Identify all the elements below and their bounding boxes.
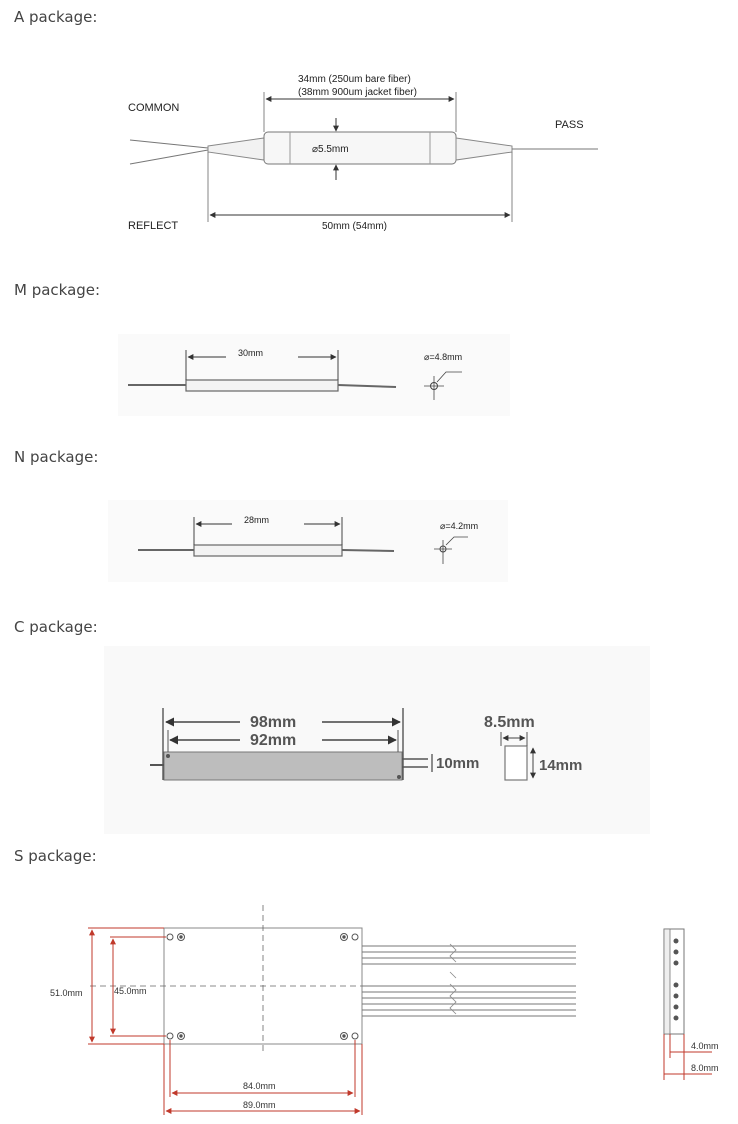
s-dim-side-a: 4.0mm [691, 1041, 719, 1051]
a-right-boot [456, 138, 512, 160]
s-dim-inner-width: 84.0mm [243, 1081, 276, 1091]
c-dim-inner: 92mm [250, 732, 297, 749]
s-dim-inner-height: 45.0mm [114, 986, 147, 996]
a-package-label: A package: [14, 8, 98, 26]
s-dim-outer-width: 89.0mm [243, 1100, 276, 1110]
m-package-label: M package: [14, 281, 101, 299]
c-package-label: C package: [14, 618, 98, 636]
a-dim-total: 50mm (54mm) [322, 221, 388, 232]
a-left-boot [208, 138, 264, 160]
m-dim-length: 30mm [238, 348, 264, 358]
s-package-label: S package: [14, 847, 97, 865]
m-tube-body [186, 380, 338, 391]
s-package-drawing [50, 905, 719, 1115]
c-dim-width: 8.5mm [484, 714, 535, 731]
n-tube-body [194, 545, 342, 556]
a-package-drawing [128, 74, 598, 232]
n-dim-diameter: ⌀=4.2mm [440, 521, 479, 531]
a-pass-text: PASS [555, 119, 584, 131]
n-right-fiber [342, 550, 394, 551]
a-reflect-text: REFLECT [128, 220, 179, 232]
a-reflect-fiber [130, 150, 208, 164]
a-dim-diameter: ⌀5.5mm [312, 144, 349, 155]
s-dim-side-b: 8.0mm [691, 1063, 719, 1073]
m-dim-diameter: ⌀=4.8mm [424, 352, 463, 362]
a-common-text: COMMON [128, 102, 180, 114]
n-package-label: N package: [14, 448, 99, 466]
c-box-body [164, 752, 402, 780]
a-dim-jacket: (38mm 900um jacket fiber) [298, 87, 417, 98]
c-side-view [505, 746, 527, 780]
c-package-drawing [104, 646, 650, 834]
c-dim-outer: 98mm [250, 714, 297, 731]
a-common-fiber [130, 140, 208, 148]
n-dim-length: 28mm [244, 515, 270, 525]
a-tube-body [264, 132, 456, 164]
n-package-drawing [108, 500, 508, 582]
a-dim-bare: 34mm (250um bare fiber) [298, 74, 411, 85]
c-dim-depth: 14mm [539, 757, 583, 774]
m-package-drawing [118, 334, 510, 416]
c-dim-height: 10mm [436, 755, 480, 772]
s-fiber-pigtails [362, 946, 576, 1016]
s-dim-outer-height: 51.0mm [50, 988, 83, 998]
